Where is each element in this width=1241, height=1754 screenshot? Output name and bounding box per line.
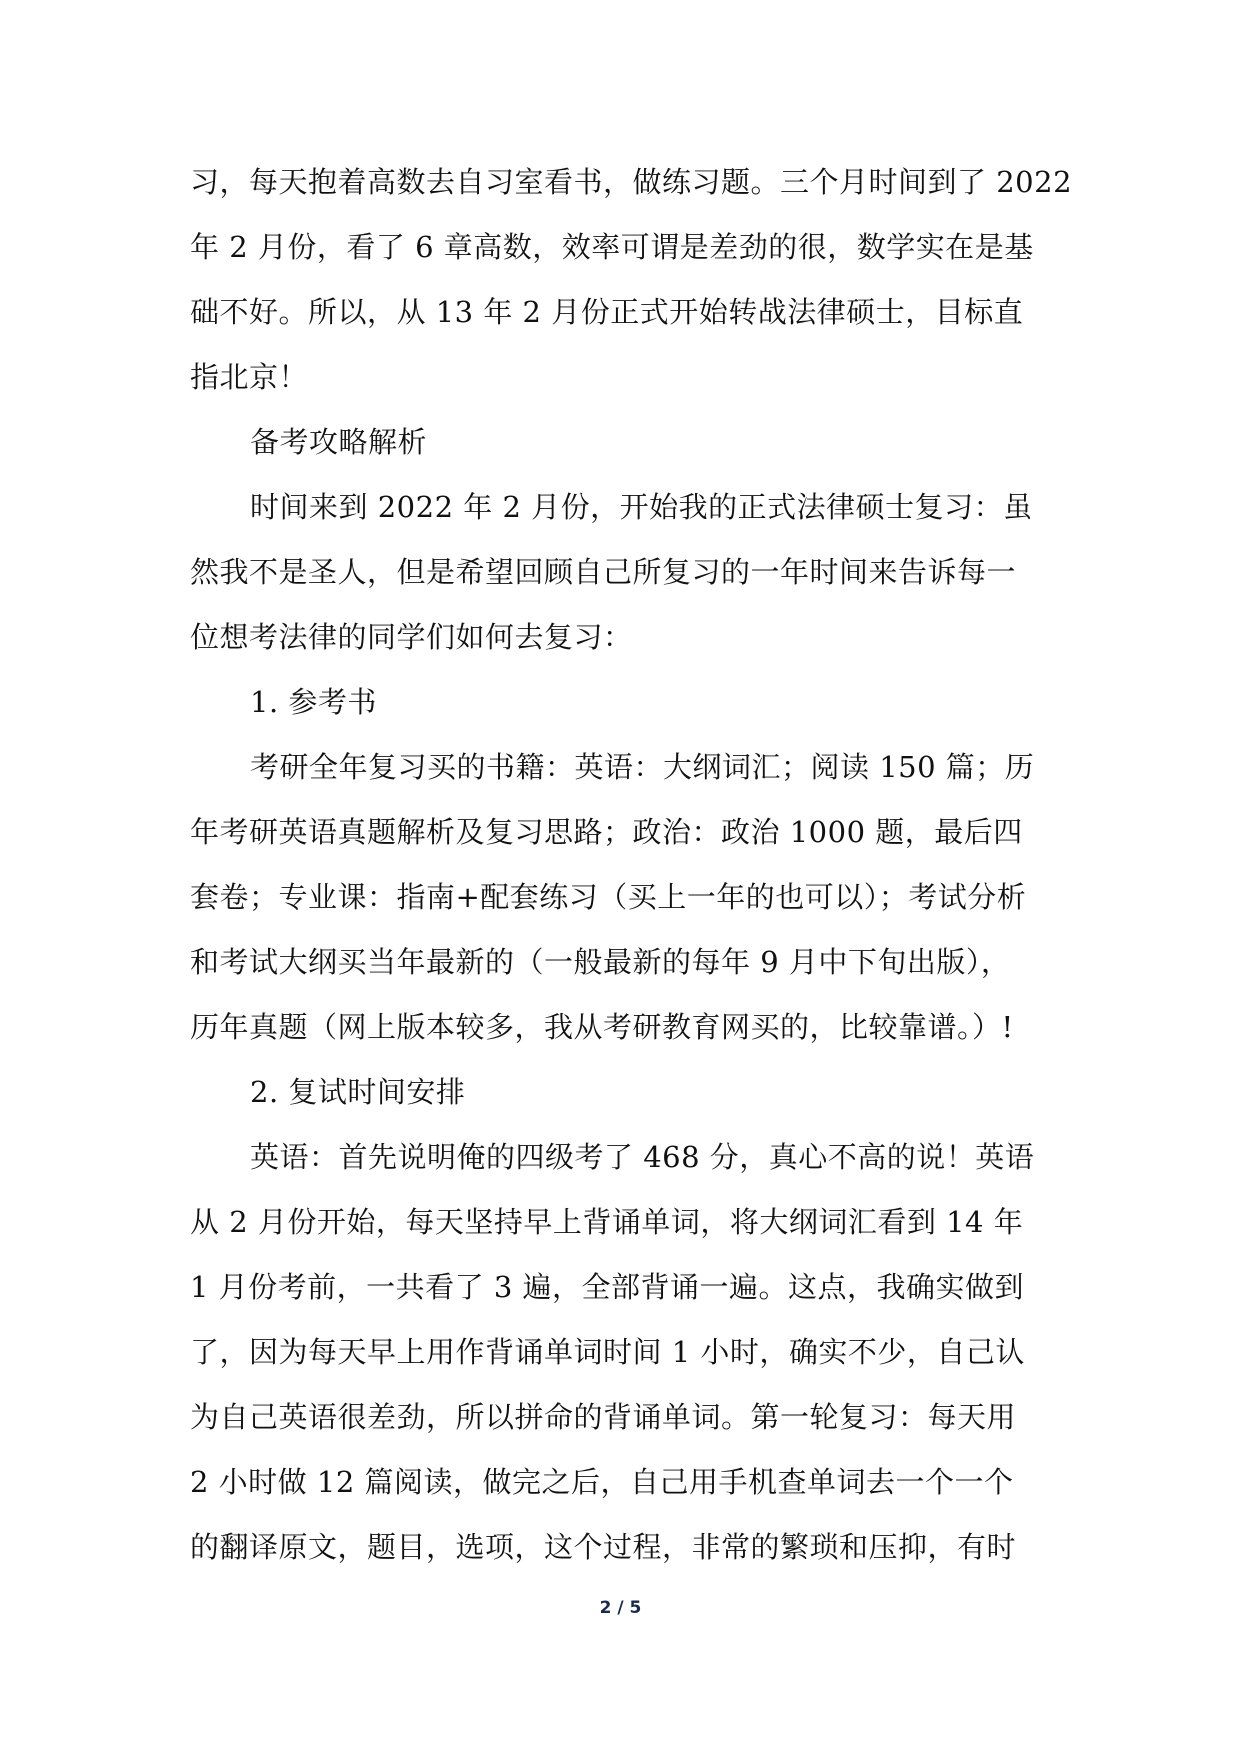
text-line: 历年真题（网上版本较多，我从考研教育网买的，比较靠谱。）!	[190, 1010, 1014, 1044]
text-line: 英语：首先说明俺的四级考了 468 分，真心不高的说！英语	[250, 1140, 1035, 1174]
text-line: 从 2 月份开始，每天坚持早上背诵单词，将大纲词汇看到 14 年	[190, 1205, 1024, 1239]
text-line: 套卷；专业课：指南+配套练习（买上一年的也可以）；考试分析	[190, 880, 1027, 914]
text-line: 2 小时做 12 篇阅读，做完之后，自己用手机查单词去一个一个	[190, 1465, 1014, 1499]
text-line: 年考研英语真题解析及复习思路；政治：政治 1000 题，最后四	[190, 815, 1023, 849]
text-line: 位想考法律的同学们如何去复习：	[190, 620, 633, 654]
text-line: 的翻译原文，题目，选项，这个过程，非常的繁琐和压抑，有时	[190, 1530, 1017, 1564]
text-line: 然我不是圣人，但是希望回顾自己所复习的一年时间来告诉每一	[190, 555, 1017, 589]
text-line: 为自己英语很差劲，所以拼命的背诵单词。第一轮复习：每天用	[190, 1400, 1017, 1434]
text-line: 和考试大纲买当年最新的（一般最新的每年 9 月中下旬出版），	[190, 945, 1011, 979]
text-line: 时间来到 2022 年 2 月份，开始我的正式法律硕士复习：虽	[250, 490, 1033, 524]
text-line: 考研全年复习买的书籍：英语：大纲词汇；阅读 150 篇；历	[250, 750, 1035, 784]
section-heading: 备考攻略解析	[250, 425, 428, 459]
text-line: 指北京！	[190, 360, 309, 394]
section-heading: 2. 复试时间安排	[250, 1075, 466, 1109]
page-number: 2 / 5	[599, 1598, 642, 1618]
text-line: 了，因为每天早上用作背诵单词时间 1 小时，确实不少，自己认	[190, 1335, 1025, 1369]
document-body	[190, 150, 1073, 1580]
section-heading: 1. 参考书	[250, 685, 377, 719]
text-line: 础不好。所以，从 13 年 2 月份正式开始转战法律硕士，目标直	[190, 295, 1024, 329]
text-line: 年 2 月份，看了 6 章高数，效率可谓是差劲的很，数学实在是基	[190, 230, 1034, 264]
text-line: 习，每天抱着高数去自习室看书，做练习题。三个月时间到了 2022	[190, 165, 1073, 199]
text-line: 1 月份考前，一共看了 3 遍，全部背诵一遍。这点，我确实做到	[190, 1270, 1025, 1304]
